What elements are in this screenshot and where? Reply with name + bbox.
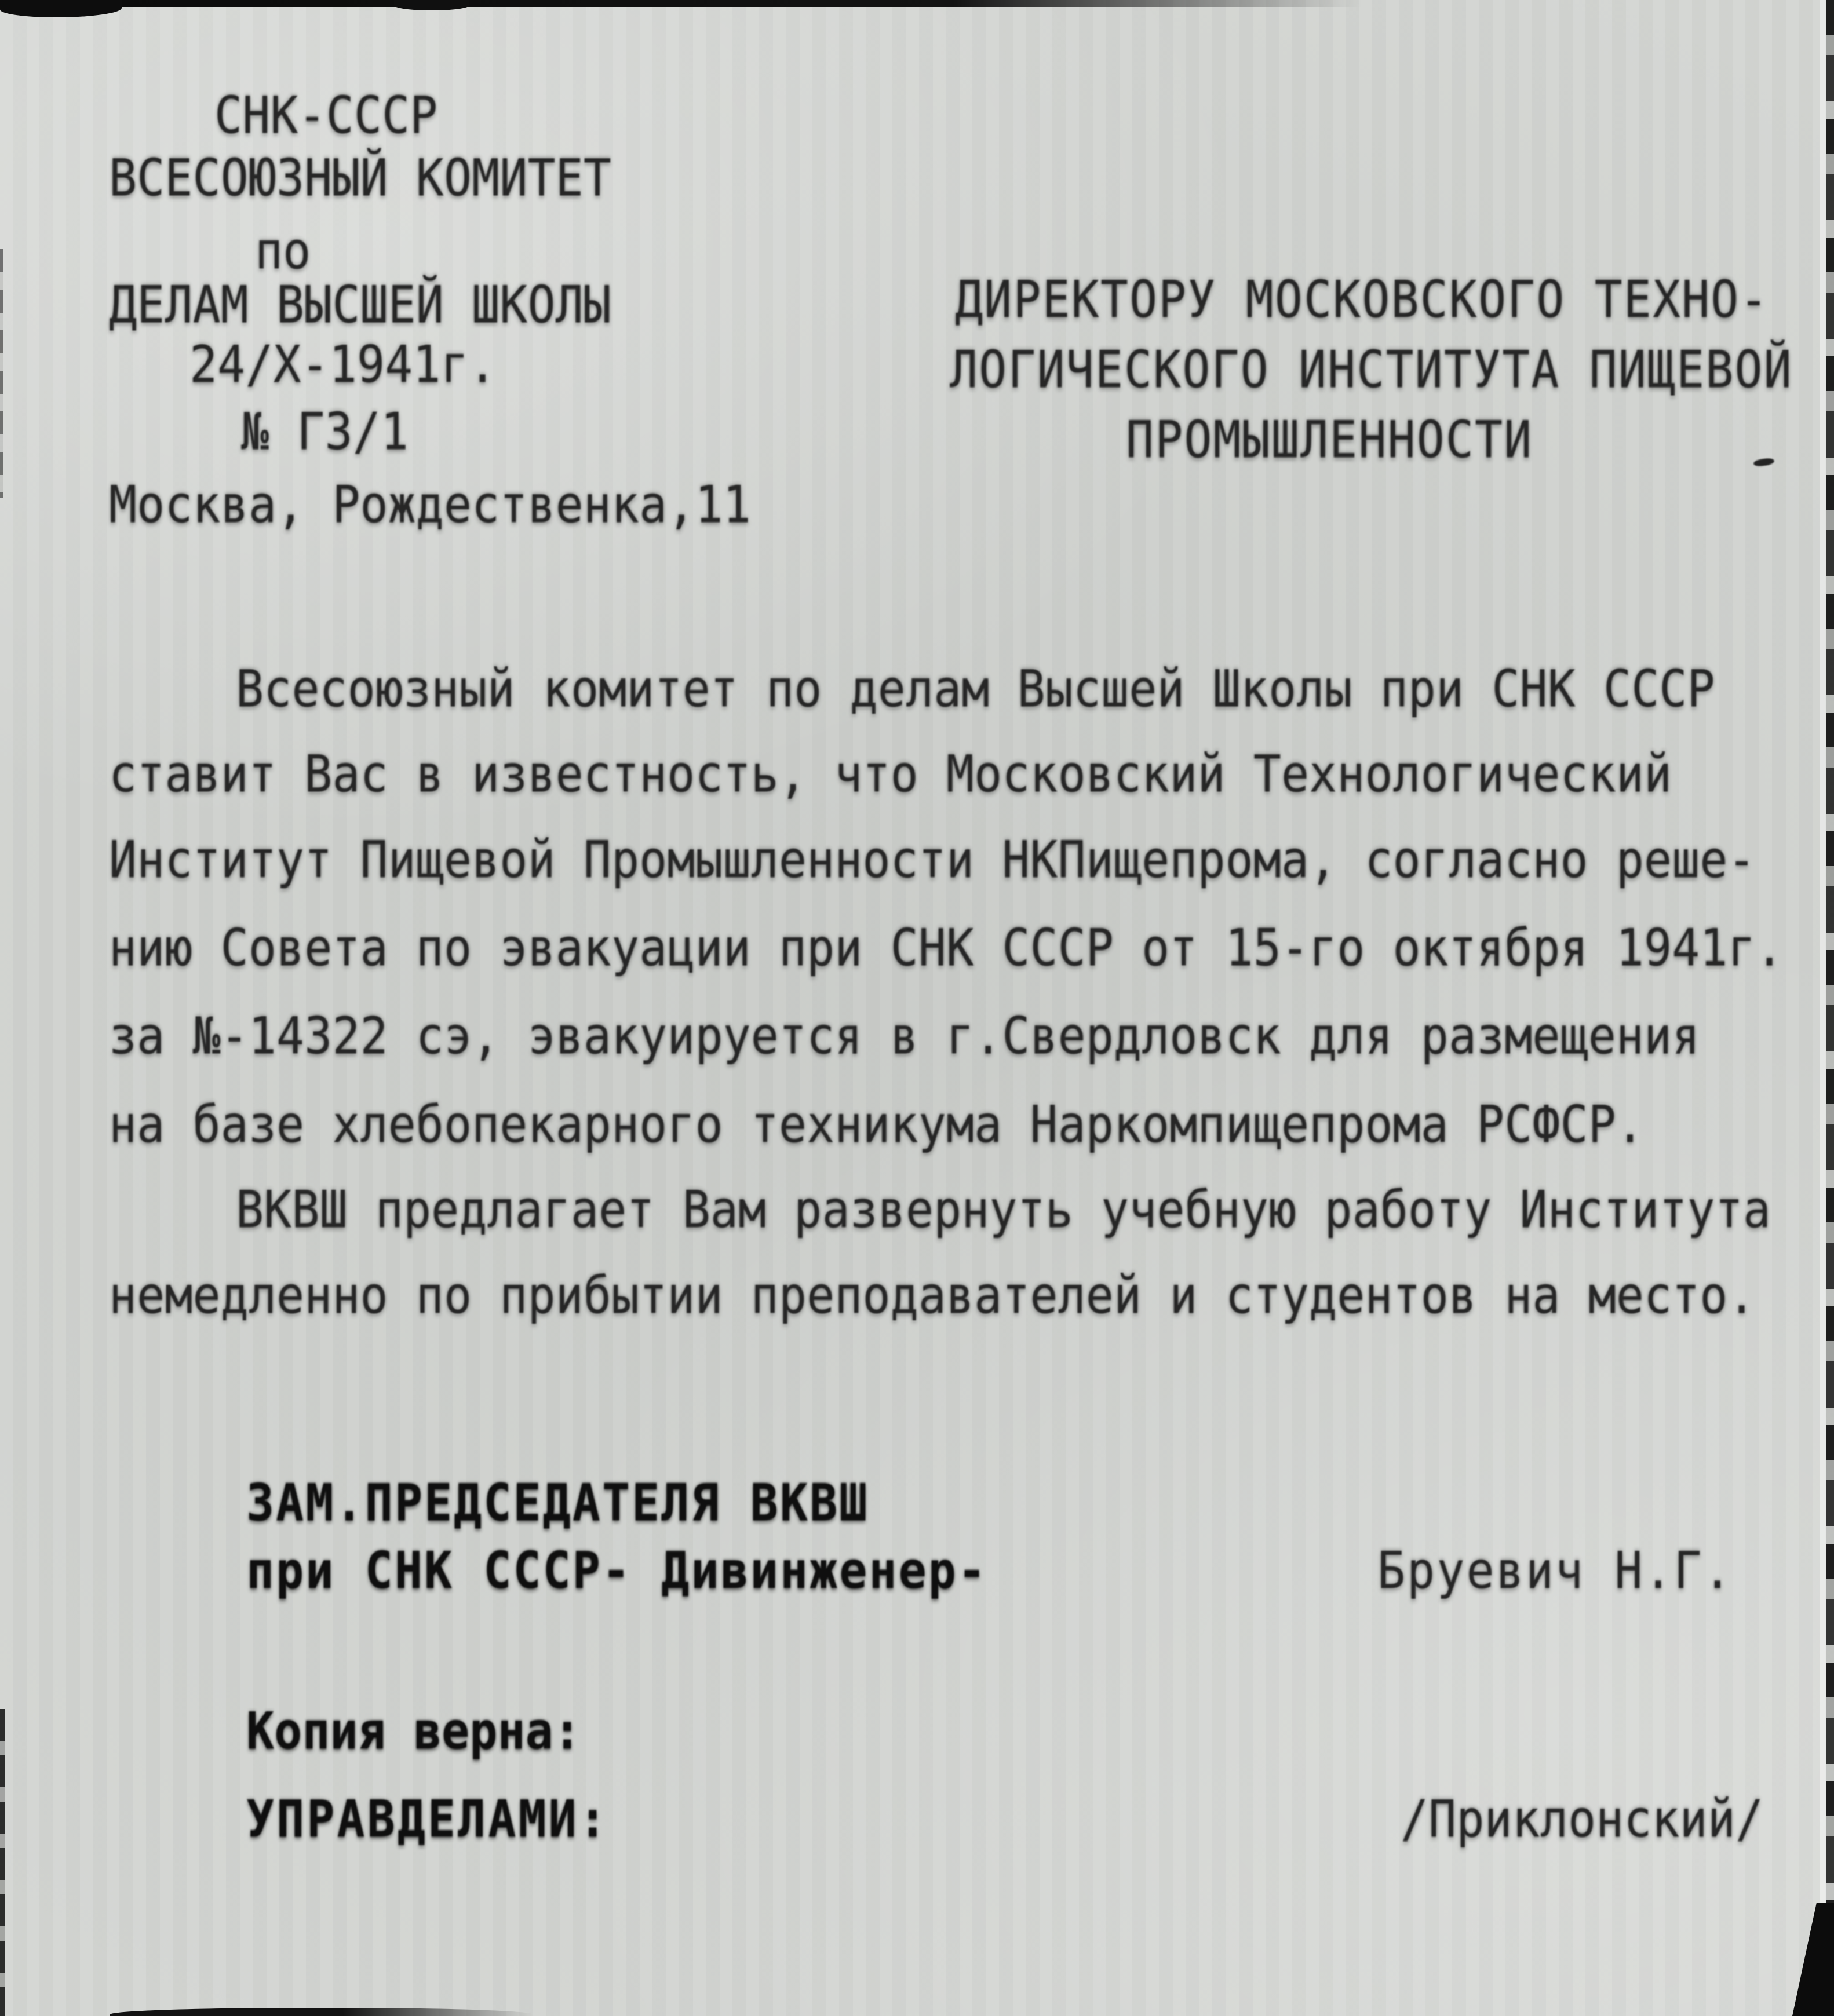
body-p1-line-4: нию Совета по эвакуации при СНК СССР от 15-го октября 1941г. bbox=[109, 918, 1784, 978]
body-p1-line-2: ставит Вас в известность, что Московский Технологический bbox=[109, 744, 1672, 804]
scan-right-gap bbox=[1820, 0, 1826, 2016]
scan-top-blob bbox=[394, 0, 469, 10]
addressee-line-3: ПРОМЫШЛЕННОСТИ bbox=[1126, 410, 1533, 470]
scan-left-edge-lower bbox=[0, 1709, 5, 2016]
scan-bottom-edge bbox=[110, 2008, 533, 2016]
scan-ink-speck bbox=[1753, 458, 1774, 468]
scan-top-left-blob bbox=[0, 0, 122, 17]
addressee-line-2: ЛОГИЧЕСКОГО ИНСТИТУТА ПИЩЕВОЙ bbox=[950, 340, 1793, 400]
scan-bottom-right-corner bbox=[1792, 1903, 1834, 2016]
body-p1-line-5: за №-14322 сэ, эвакуируется в г.Свердловск для размещения bbox=[109, 1006, 1700, 1066]
letterhead-org-line-4: ДЕЛАМ ВЫСШЕЙ ШКОЛЫ bbox=[109, 275, 611, 335]
letterhead-org-line-3: по bbox=[255, 221, 311, 281]
certification-copy-label: Копия верна: bbox=[246, 1701, 581, 1761]
addressee-line-1: ДИРЕКТОРУ МОСКОВСКОГО ТЕХНО- bbox=[955, 270, 1769, 330]
letterhead-number: № Г3/1 bbox=[241, 402, 409, 462]
letterhead-address: Москва, Рождественка,11 bbox=[109, 475, 751, 535]
signature-name: Бруевич Н.Г. bbox=[1377, 1541, 1733, 1601]
scan-left-edge-mid bbox=[0, 249, 3, 498]
letterhead-org-line-1: СНК-СССР bbox=[214, 86, 438, 145]
signature-title-line-1: ЗАМ.ПРЕДСЕДАТЕЛЯ ВКВШ bbox=[246, 1473, 869, 1533]
body-p1-line-1: Всесоюзный комитет по делам Высшей Школы при СНК СССР bbox=[236, 659, 1715, 719]
scan-right-edge bbox=[1826, 0, 1834, 2016]
body-p2-line-1: ВКВШ предлагает Вам развернуть учебную работу Института bbox=[236, 1180, 1771, 1240]
letterhead-date: 24/Х-1941г. bbox=[189, 335, 497, 395]
certification-role-label: УПРАВДЕЛАМИ: bbox=[246, 1789, 609, 1849]
signature-title-line-2: при СНК СССР- Дивинженер- bbox=[246, 1541, 988, 1601]
body-p1-line-3: Институт Пищевой Промышленности НКПищепрома, согласно реше- bbox=[109, 830, 1756, 890]
body-p1-line-6: на базе хлебопекарного техникума Наркомпищепрома РСФСР. bbox=[109, 1095, 1645, 1155]
letterhead-org-line-2: ВСЕСОЮЗНЫЙ КОМИТЕТ bbox=[109, 148, 611, 208]
body-p2-line-2: немедленно по прибытии преподавателей и студентов на место. bbox=[109, 1266, 1756, 1325]
certification-name: /Приклонский/ bbox=[1401, 1789, 1764, 1849]
scan-top-edge bbox=[0, 0, 1362, 7]
